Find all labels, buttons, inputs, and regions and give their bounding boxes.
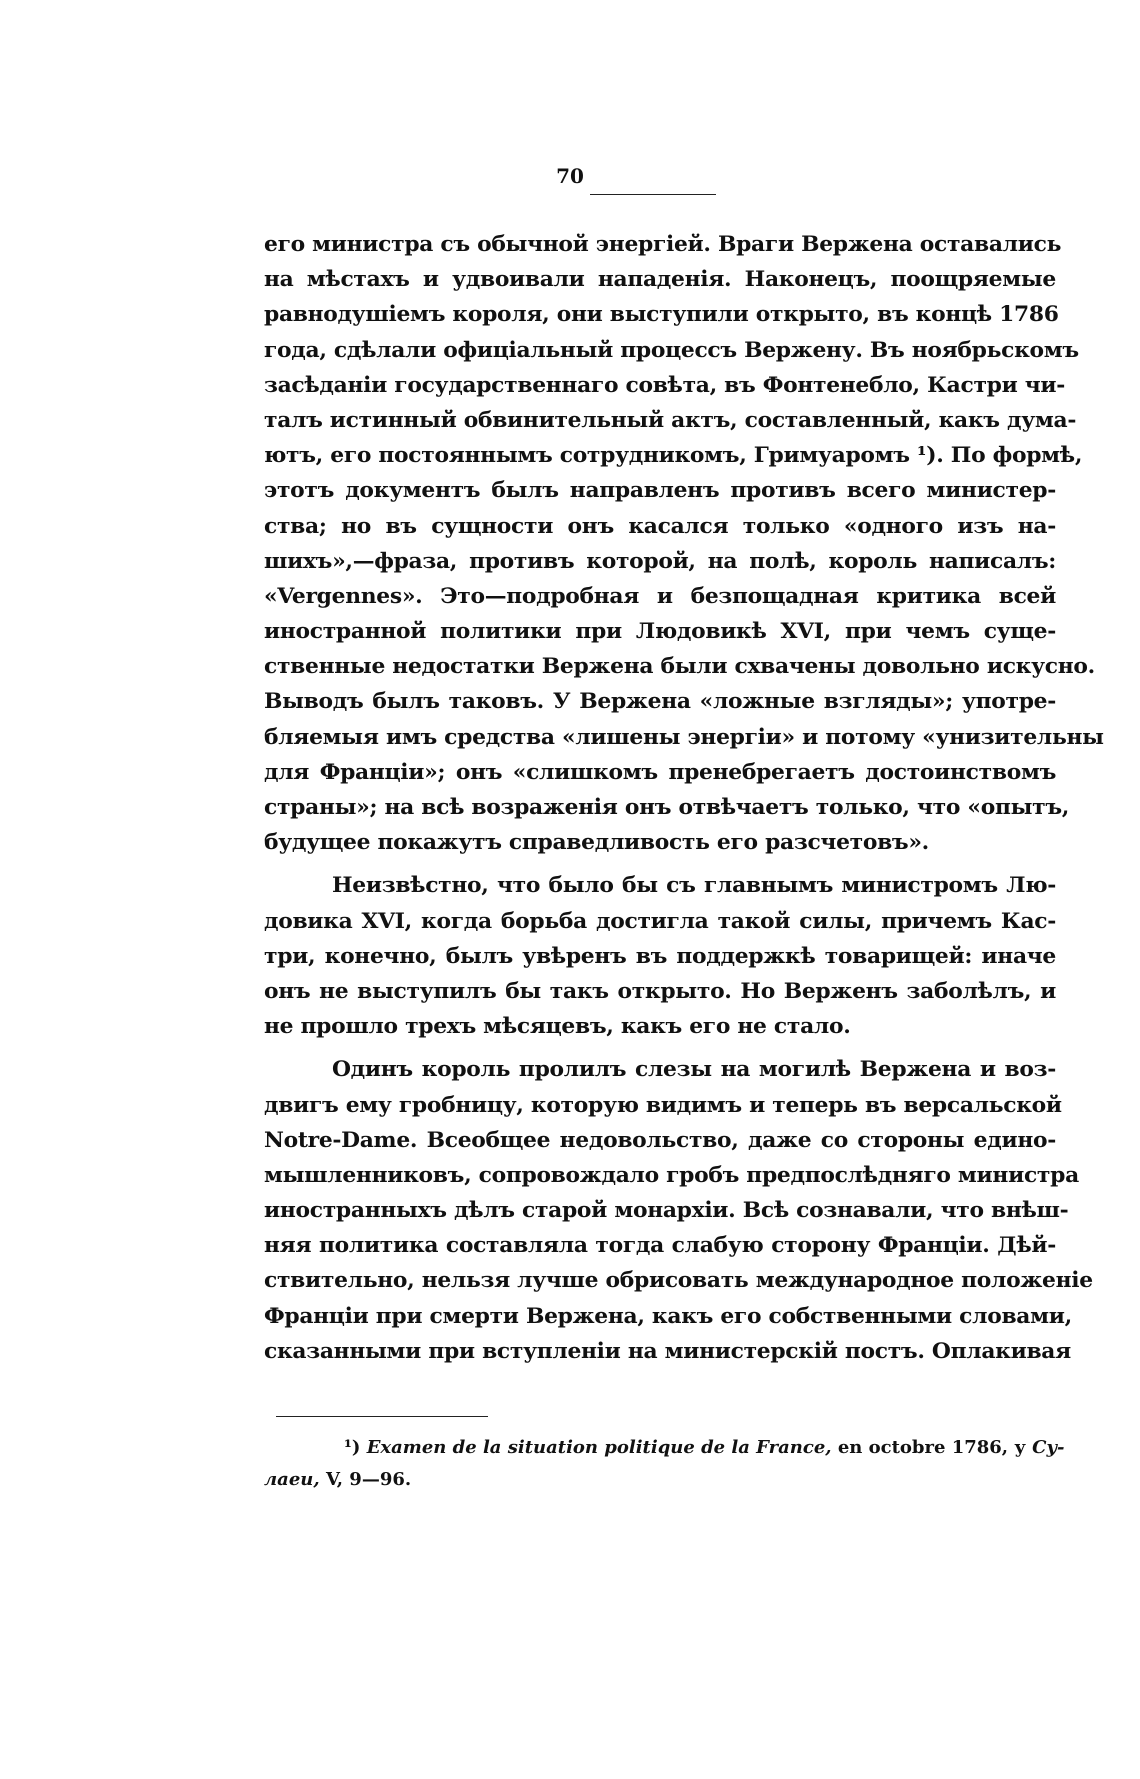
text-line: страны»; на всѣ возраженія онъ отвѣчаетъ только, что «опытъ, [264, 795, 1070, 820]
text-line: талъ истинный обвинительный актъ, составленный, какъ дума- [264, 407, 1077, 433]
text-line: «Vergennes». Это—подробная и безпощадная критика всей [264, 583, 1056, 609]
paragraph-gap [264, 860, 1056, 868]
text-line: ютъ, его постояннымъ сотрудникомъ, Гримуаромъ ¹). По формѣ, [264, 443, 1083, 469]
text-line: ствительно, нельзя лучше обрисовать международное положеніе [264, 1268, 1093, 1294]
text-line: Выводъ былъ таковъ. У Вержена «ложные взгляды»; употре- [264, 689, 1056, 715]
footnote-line [264, 1464, 1056, 1496]
text-line: будущее покажутъ справедливость его разсчетовъ». [264, 830, 929, 856]
text-line: года, сдѣлали офиціальный процессъ Вержену. Въ ноябрьскомъ [264, 337, 1079, 363]
text-line: Франціи при смерти Вержена, какъ его собственными словами, [264, 1303, 1072, 1329]
footnote-reference: V, 9—96. [325, 1469, 412, 1490]
text-line: иностранныхъ дѣлъ старой монархіи. Всѣ сознавали, что внѣш- [264, 1198, 1069, 1224]
page-number: 70 [556, 164, 584, 188]
text-line: онъ не выступилъ бы такъ открыто. Но Верженъ заболѣлъ, и [264, 978, 1056, 1004]
text-line: няя политика составляла тогда слабую сторону Франціи. Дѣй- [264, 1233, 1056, 1259]
text-line: на мѣстахъ и удвоивали нападенія. Наконецъ, поощряемые [264, 267, 1056, 293]
body-text [264, 227, 1104, 1369]
header-rule [590, 194, 716, 195]
text-line: его министра съ обычной энергіей. Враги Вержена оставались [264, 232, 1062, 257]
footnote-source-cont: лаеи, [264, 1469, 320, 1490]
text-line: для Франціи»; онъ «слишкомъ пренебрегаетъ достоинствомъ [264, 759, 1056, 785]
footnote-source: Cy- [1032, 1437, 1065, 1458]
footnote-line [264, 1432, 1065, 1464]
page-header [0, 164, 1140, 188]
text-line: ства; но въ сущности онъ касался только «одного изъ на- [264, 513, 1056, 539]
footnote [264, 1432, 1065, 1496]
footnote-rule [276, 1416, 488, 1417]
text-line: Неизвѣстно, что было бы съ главнымъ министромъ Лю- [332, 873, 1056, 899]
footnote-title: Examen de la situation politique de la France, [366, 1437, 832, 1458]
text-line: засѣданіи государственнаго совѣта, въ Фонтенебло, Кастри чи- [264, 372, 1066, 398]
text-line: равнодушіемъ короля, они выступили открыто, въ концѣ 1786 [264, 302, 1059, 328]
text-line: этотъ документъ былъ направленъ противъ всего министер- [264, 478, 1056, 504]
footnote-marker: ¹) [344, 1437, 361, 1458]
text-line: довика XVI, когда борьба достигла такой силы, причемъ Кас- [264, 908, 1056, 934]
text-line: шихъ»,—фраза, противъ которой, на полѣ, король написалъ: [264, 548, 1056, 574]
text-line: Одинъ король пролилъ слезы на могилѣ Вержена и воз- [332, 1057, 1056, 1083]
text-line: Notre-Dame. Всеобщее недовольство, даже со стороны едино- [264, 1127, 1056, 1153]
paragraph-gap [264, 1044, 1056, 1052]
footnote-date: en octobre 1786, у [837, 1437, 1026, 1458]
text-line: три, конечно, былъ увѣренъ въ поддержкѣ товарищей: иначе [264, 943, 1056, 969]
text-line: не прошло трехъ мѣсяцевъ, какъ его не стало. [264, 1014, 851, 1040]
text-line: ственные недостатки Вержена были схвачены довольно искусно. [264, 654, 1095, 680]
text-line: мышленниковъ, сопровождало гробъ предпослѣдняго министра [264, 1162, 1079, 1188]
text-line: иностранной политики при Людовикѣ XVI, при чемъ суще- [264, 619, 1056, 645]
text-line: сказанными при вступленіи на министерскій постъ. Оплакивая [264, 1338, 1071, 1364]
text-line: бляемыя имъ средства «лишены энергіи» и потому «унизительны [264, 724, 1104, 750]
text-line: двигъ ему гробницу, которую видимъ и теперь въ версальской [264, 1092, 1062, 1118]
